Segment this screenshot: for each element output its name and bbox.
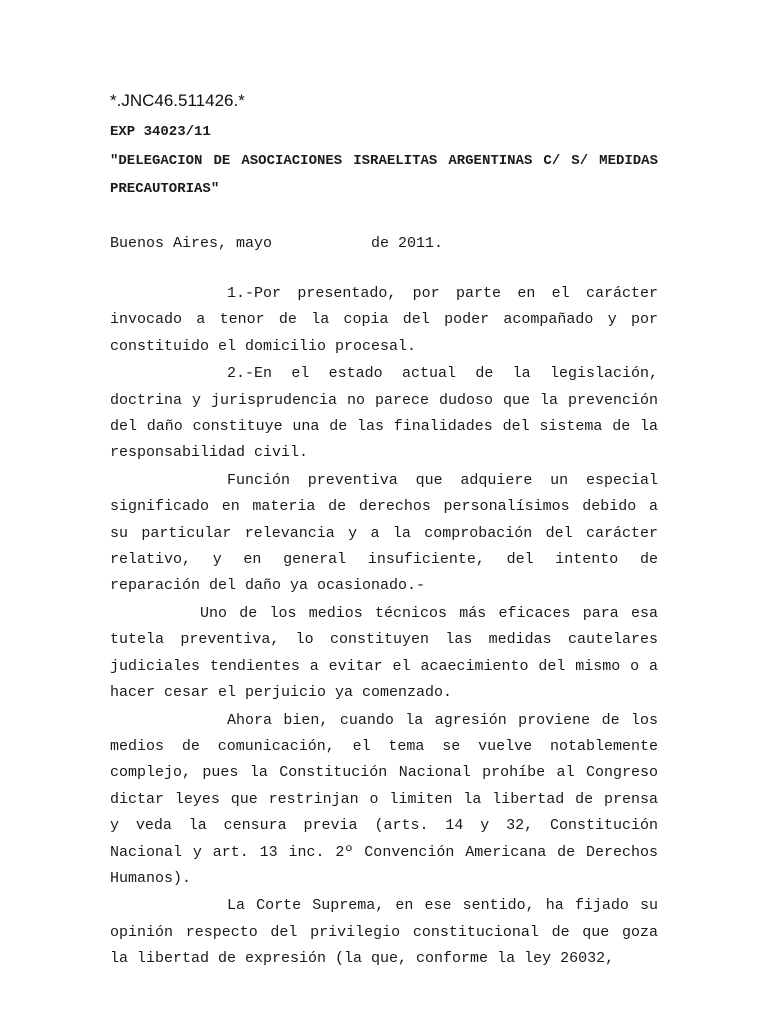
paragraph-4: Uno de los medios técnicos más eficaces para esa tutela preventiva, lo constituyen las medidas cautelares judiciales tendientes a evitar el acaecimiento del mismo o a hacer cesar el perjuicio ya comenzado.: [110, 604, 658, 702]
paragraph-2: 2.-En el estado actual de la legislación, doctrina y jurisprudencia no parece dudoso que la prevención del daño constituye una de las finalidades del sistema de la responsabilidad civil.: [110, 365, 658, 462]
document-page: [110, 90, 658, 974]
case-caption: "DELEGACION DE ASOCIACIONES ISRAELITAS ARGENTINAS C/ S/ MEDIDAS PRECAUTORIAS": [110, 153, 658, 197]
paragraph-3: Función preventiva que adquiere un especial significado en materia de derechos personalísimos debido a su particular relevancia y a la comprobación del carácter relativo, y en general insuficiente, del intento de reparación del daño ya ocasionado.-: [110, 471, 658, 595]
paragraph-1: 1.-Por presentado, por parte en el carácter invocado a tenor de la copia del poder acompañado y por constituido el domicilio procesal.: [110, 285, 658, 355]
paragraph-6: La Corte Suprema, en ese sentido, ha fijado su opinión respecto del privilegio constitucional de que goza la libertad de expresión (la que, conforme la ley 26032,: [110, 897, 658, 968]
case-number: EXP 34023/11: [110, 124, 211, 140]
document-code-id: *.JNC46.511426.*: [110, 91, 245, 110]
paragraph-5: Ahora bien, cuando la agresión proviene de los medios de comunicación, el tema se vuelve notablemente complejo, pues la Constitución Nacional prohíbe al Congreso dictar leyes que restrinjan o limiten la libertad de prensa y veda la censura previa (arts. 14 y 32, Constitución Nacional y art. 13 inc. 2º Convención Americana de Derechos Humanos).: [110, 711, 658, 887]
date-line: Buenos Aires, mayo de 2011.: [110, 235, 444, 252]
